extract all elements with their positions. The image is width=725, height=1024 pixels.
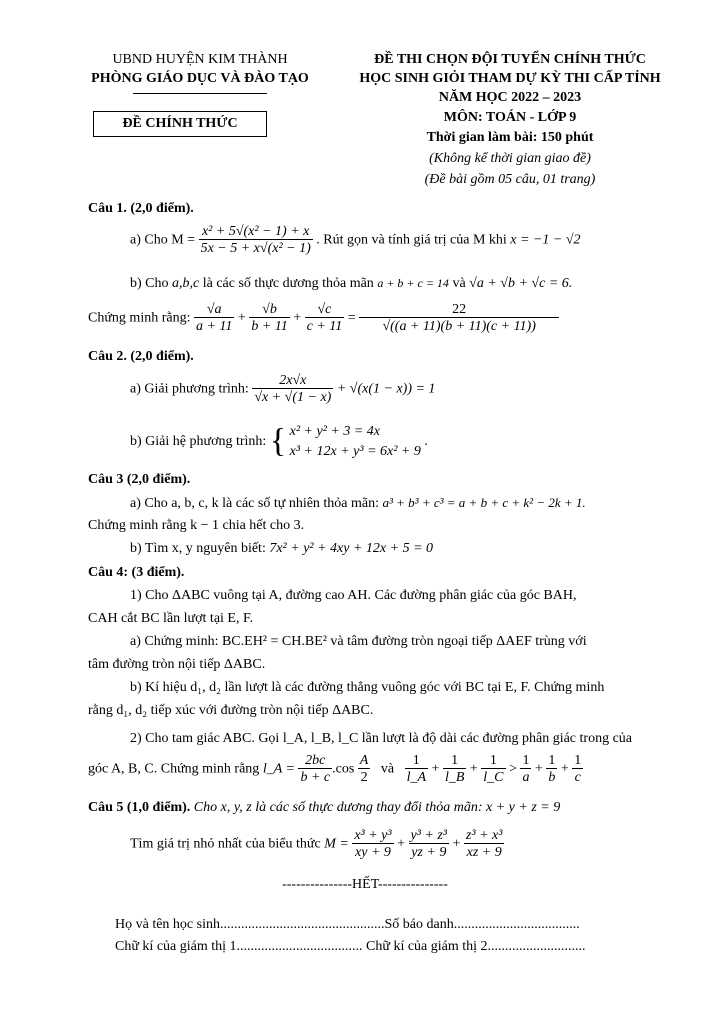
q5-m-label: M = bbox=[324, 836, 349, 852]
q4-part2-line1: 2) Cho tam giác ABC. Gọi l_A, l_B, l_C lần lượt là độ dài các đường phân giác trong của bbox=[130, 731, 633, 746]
q2b-line bbox=[130, 422, 428, 461]
q2-heading: Câu 2. (2,0 điểm). bbox=[88, 349, 194, 364]
q1b-prefix: b) Cho bbox=[130, 276, 169, 291]
q1-prove-line: Chứng minh rằng: $\frac{√a}{a + 11}$ + $\frac{√b}{b + 11}$ + $\frac{√c}{c + 11}$ = $\frac{22}{√((a + 11)(b + 11)(c + 11))}$ bbox=[88, 302, 559, 335]
q3b-eq: 7x² + y² + 4xy + 12x + 5 = 0 bbox=[269, 541, 434, 556]
q1-term-3-num: √c bbox=[317, 302, 332, 317]
q1a-suffix: . Rút gọn và tính giá trị của M khi bbox=[316, 232, 507, 248]
q4-lA: l_A = bbox=[262, 761, 295, 777]
q5-term-2 bbox=[409, 828, 450, 861]
q3b-text: b) Tìm x, y nguyên biết: bbox=[130, 541, 266, 556]
q4-inv-c: $\frac{1}{c}$ bbox=[574, 753, 582, 786]
q2a-num: 2x√x bbox=[279, 373, 307, 388]
q4a-line1: a) Chứng minh: BC.EH² = CH.BE² và tâm đường tròn ngoại tiếp ΔAEF trùng với bbox=[130, 634, 587, 649]
q4-frac-A2 bbox=[358, 753, 371, 786]
q1a-prefix: a) Cho M = bbox=[130, 232, 196, 248]
system-brace: { bbox=[269, 422, 287, 460]
q3a-text: a) Cho a, b, c, k là các số tự nhiên thỏa mãn: bbox=[130, 496, 380, 511]
q2a-rest: + √(x(1 − x)) = 1 bbox=[336, 381, 436, 397]
q1b-cond2: √a + √b + √c = 6. bbox=[469, 276, 573, 291]
q4-cos: .cos bbox=[332, 761, 355, 777]
q2b-eq2: x³ + 12x + y³ = 6x² + 9 bbox=[289, 443, 421, 459]
q1-term-2 bbox=[249, 302, 289, 335]
q2b-eq1: x² + y² + 3 = 4x bbox=[289, 424, 381, 439]
official-stamp: ĐỀ CHÍNH THỨC bbox=[93, 111, 267, 137]
q1b-text: là các số thực dương thỏa mãn bbox=[202, 276, 374, 291]
q1a-denominator: 5x − 5 + x√(x² − 1) bbox=[200, 241, 311, 257]
q4-part2-prefix: góc A, B, C. Chứng minh rằng bbox=[88, 761, 260, 777]
q5-line bbox=[88, 800, 560, 816]
q3b-line bbox=[130, 541, 433, 557]
q2a-line bbox=[130, 373, 435, 406]
exam-title-line2: HỌC SINH GIỎI THAM DỰ KỲ THI CẤP TỈNH bbox=[359, 71, 661, 86]
q4-inv-b: $\frac{1}{b}$ bbox=[548, 753, 556, 786]
q2a-label: a) Giải phương trình: bbox=[130, 381, 249, 397]
q5-term-2-num: y³ + z³ bbox=[410, 828, 448, 843]
q1-term-2-den: b + 11 bbox=[251, 319, 288, 335]
q5-term-3-num: z³ + x³ bbox=[465, 828, 503, 843]
q5-term-1 bbox=[352, 828, 393, 861]
q3a-eq: a³ + b³ + c³ = a + b + c + k² − 2k + 1. bbox=[382, 495, 586, 510]
q1-term-3-den: c + 11 bbox=[306, 319, 343, 335]
org-line2: PHÒNG GIÁO DỤC VÀ ĐÀO TẠO bbox=[91, 71, 309, 86]
q4b-line2: rằng d₁, d₂ tiếp xúc với đường tròn nội tiếp ΔABC. bbox=[88, 703, 374, 718]
q4-frac-2bc bbox=[298, 753, 332, 786]
school-year: NĂM HỌC 2022 – 2023 bbox=[438, 90, 582, 105]
q5-text: Cho x, y, z là các số thực dương thay đổi thỏa mãn: bbox=[193, 800, 483, 815]
q1b-and: và bbox=[452, 276, 466, 291]
q1-heading: Câu 1. (2,0 điểm). bbox=[88, 201, 194, 216]
q4-part1-line1: 1) Cho ΔABC vuông tại A, đường cao AH. Các đường phân giác của góc BAH, bbox=[130, 588, 577, 603]
q5-heading: Câu 5 (1,0 điểm). bbox=[88, 800, 191, 815]
q1a-value: x = −1 − √2 bbox=[510, 232, 581, 248]
q4-inv-lC-den: l_C bbox=[483, 770, 504, 786]
q4-inv-c-den: c bbox=[572, 768, 583, 785]
q4-inv-lA-den: l_A bbox=[406, 770, 427, 786]
q1a-line bbox=[130, 224, 581, 257]
q4-inv-b-den: b bbox=[548, 770, 556, 786]
q4b-line1: b) Kí hiệu d₁, d₂ lần lượt là các đường thẳng vuông góc với BC tại E, F. Chứng minh bbox=[130, 680, 605, 695]
q1-rhs-den: √((a + 11)(b + 11)(c + 11)) bbox=[359, 317, 559, 334]
q1b-cond1: a + b + c = 14 bbox=[377, 276, 449, 290]
q4-and: và bbox=[380, 761, 395, 777]
q1a-fraction bbox=[199, 224, 313, 257]
q5-term-3 bbox=[464, 828, 505, 861]
q1-term-3 bbox=[305, 302, 345, 335]
q4-inv-lB-den: l_B bbox=[444, 770, 465, 786]
q2a-den: √x + √(1 − x) bbox=[254, 390, 332, 406]
q4-frac-A2-den: 2 bbox=[358, 768, 371, 785]
q5-find: Tìm giá trị nhỏ nhất của biểu thức bbox=[130, 836, 321, 852]
exam-title-line1: ĐỀ THI CHỌN ĐỘI TUYỂN CHÍNH THỨC bbox=[374, 52, 646, 67]
q2a-fraction bbox=[252, 373, 333, 406]
q2b-end: . bbox=[424, 433, 428, 449]
q3a-line bbox=[130, 495, 586, 512]
q4-inv-a-den: a bbox=[522, 770, 530, 786]
q4-heading: Câu 4: (3 điểm). bbox=[88, 565, 185, 580]
q4-frac-A2-num: A bbox=[359, 753, 369, 768]
q4-frac-2bc-num: 2bc bbox=[305, 753, 326, 768]
end-marker: ---------------HẾT--------------- bbox=[282, 877, 448, 892]
page-note: (Đề bài gồm 05 câu, 01 trang) bbox=[424, 172, 596, 187]
q4-inv-lB: $\frac{1}{l\_B}$ bbox=[444, 753, 465, 786]
q4-inv-a: $\frac{1}{a}$ bbox=[522, 753, 530, 786]
q1b-line bbox=[130, 276, 572, 292]
q1-term-2-num: √b bbox=[262, 302, 277, 317]
q4-inv-lA: $\frac{1}{l\_A}$ bbox=[406, 753, 427, 786]
q5-cond: x + y + z = 9 bbox=[486, 800, 561, 815]
q4-part1-line2: CAH cắt BC lần lượt tại E, F. bbox=[88, 611, 254, 626]
exam-time: Thời gian làm bài: 150 phút bbox=[426, 130, 594, 145]
q4a-line2: tâm đường tròn nội tiếp ΔABC. bbox=[88, 657, 266, 672]
q1a-numerator: x² + 5√(x² − 1) + x bbox=[201, 224, 310, 239]
q4-part2-line2: góc A, B, C. Chứng minh rằng l_A = $\frac{2bc}{b + c}$ .cos $\frac{A}{2}$ và $\frac{1}{l\_A}$ + $\frac{1}{l\_B}$ + $\frac{1}{l\_C}$ > $\frac{1}{a}$ + $\frac{1}{b}$ + $\frac{1}{c}$ bbox=[88, 753, 582, 786]
org-underline bbox=[133, 93, 267, 94]
q4-frac-2bc-den: b + c bbox=[300, 770, 331, 786]
org-line1: UBND HUYỆN KIM THÀNH bbox=[112, 52, 288, 67]
q5-term-2-den: yz + 9 bbox=[409, 843, 450, 860]
q1-term-1-den: a + 11 bbox=[195, 319, 233, 335]
q1b-vars: a,b,c bbox=[172, 276, 200, 291]
student-info-line: Họ và tên học sinh...............................................Số báo danh.................................... bbox=[115, 917, 580, 932]
q1-rhs-num: 22 bbox=[452, 302, 467, 317]
q3a-prove: Chứng minh rằng k − 1 chia hết cho 3. bbox=[88, 518, 305, 533]
q3-heading: Câu 3 (2,0 điểm). bbox=[88, 472, 191, 487]
q1-prove-label: Chứng minh rằng: bbox=[88, 310, 191, 326]
q5-term-3-den: xz + 9 bbox=[464, 843, 505, 860]
q5-term-1-den: xy + 9 bbox=[352, 843, 393, 860]
q4-inv-lC: $\frac{1}{l\_C}$ bbox=[483, 753, 504, 786]
proctor-sign-line: Chữ kí của giám thị 1.................................... Chữ kí của giám thị 2............................ bbox=[115, 939, 586, 954]
subject: MÔN: TOÁN - LỚP 9 bbox=[443, 110, 577, 125]
q1-term-1-num: √a bbox=[206, 302, 222, 317]
q5-expression: Tìm giá trị nhỏ nhất của biểu thức M = $\frac{\text{x³ + y³}}{xy + 9}$ + $\frac{\text{y³ + z³}}{yz + 9}$ + $\frac{\text{z³ + x³}}{xz + 9}$ bbox=[130, 828, 503, 861]
time-note: (Không kể thời gian giao đề) bbox=[429, 151, 591, 166]
q1-term-1 bbox=[194, 302, 234, 335]
q1-rhs bbox=[359, 302, 559, 335]
q2b-system bbox=[290, 422, 421, 461]
q5-term-1-num: x³ + y³ bbox=[354, 828, 392, 843]
q2b-label: b) Giải hệ phương trình: bbox=[130, 433, 267, 449]
